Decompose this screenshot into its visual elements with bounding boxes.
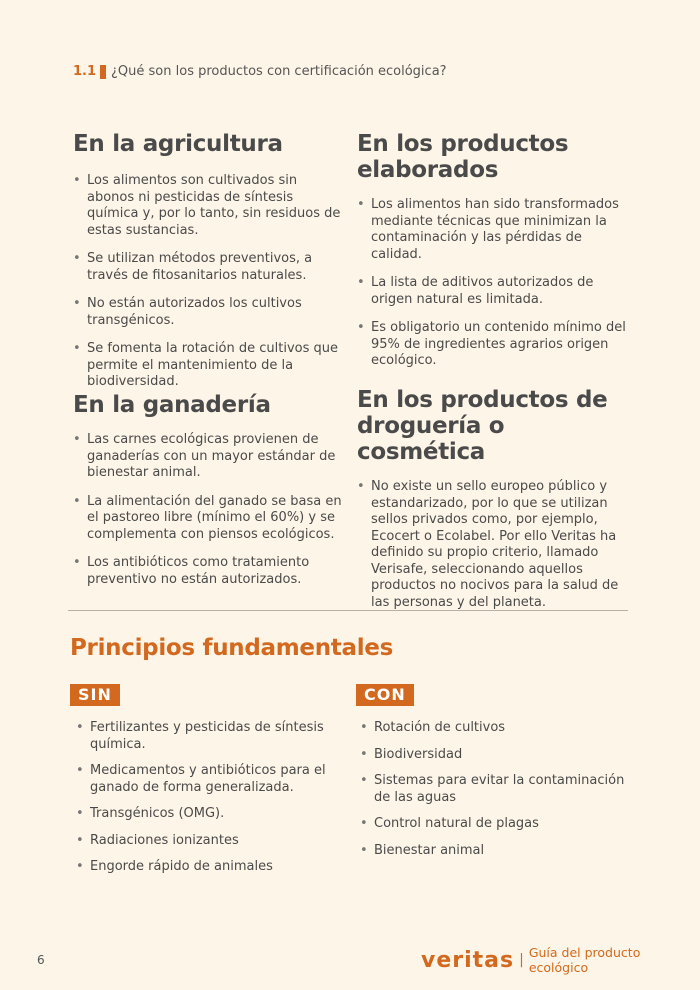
list-item: • Transgénicos (OMG).: [76, 806, 346, 823]
elaborados-heading: [357, 131, 627, 183]
ganaderia-heading: En la ganadería: [73, 392, 271, 418]
section-header: [73, 64, 447, 79]
list-item: • Se fomenta la rotación de cultivos que permite el mantenimiento de la biodiversidad.: [73, 341, 343, 391]
list-item: • La alimentación del ganado se basa en el pastoreo libre (mínimo el 60%) y se complementa con piensos ecológicos.: [73, 494, 343, 544]
list-item: • Los alimentos son cultivados sin abonos ni pesticidas de síntesis química y, por lo tanto, sin residuos de estas sustancias.: [73, 173, 343, 239]
list-item: • Es obligatorio un contenido mínimo del 95% de ingredientes agrarios origen ecológico.: [357, 320, 627, 370]
list-item: • Sistemas para evitar la contaminación de las aguas: [360, 773, 630, 806]
section-title: ¿Qué son los productos con certificación ecológica?: [111, 64, 447, 79]
list-item: • Biodiversidad: [360, 747, 630, 764]
list-item: • Los antibióticos como tratamiento preventivo no están autorizados.: [73, 555, 343, 588]
elaborados-list: [357, 197, 627, 370]
footer-brand: [421, 945, 700, 975]
list-item: • Se utilizan métodos preventivos, a través de fitosanitarios naturales.: [73, 251, 343, 284]
section-number: 1.1: [73, 64, 97, 79]
drogueria-heading-line1: En los productos de: [357, 387, 608, 413]
agricultura-heading: En la agricultura: [73, 131, 283, 157]
drogueria-section: [357, 387, 627, 623]
page-number: 6: [37, 953, 45, 967]
sin-tag: SIN: [70, 684, 120, 706]
elaborados-section: [357, 131, 627, 382]
drogueria-heading: [357, 387, 627, 465]
list-item: • La lista de aditivos autorizados de origen natural es limitada.: [357, 275, 627, 308]
list-item: • Bienestar animal: [360, 843, 630, 860]
list-item: • No están autorizados los cultivos transgénicos.: [73, 296, 343, 329]
drogueria-list: [357, 479, 627, 611]
principios-heading: Principios fundamentales: [70, 635, 393, 661]
list-item: • Los alimentos han sido transformados mediante técnicas que minimizan la contaminación y las pérdidas de calidad.: [357, 197, 627, 263]
ganaderia-list: [73, 432, 343, 588]
list-item: • Control natural de plagas: [360, 816, 630, 833]
con-list: [360, 720, 630, 869]
list-item: • Rotación de cultivos: [360, 720, 630, 737]
section-marker: [100, 65, 106, 79]
list-item: • Engorde rápido de animales: [76, 859, 346, 876]
agricultura-section: [73, 131, 343, 403]
elaborados-heading-line1: En los productos: [357, 131, 569, 157]
list-item: • Fertilizantes y pesticidas de síntesis química.: [76, 720, 346, 753]
drogueria-heading-line2: droguería o cosmética: [357, 413, 505, 465]
section-divider: [68, 610, 628, 611]
footer-separator: |: [519, 952, 524, 968]
sin-list: [76, 720, 346, 886]
elaborados-heading-line2: elaborados: [357, 157, 499, 183]
agricultura-list: [73, 173, 343, 391]
veritas-logo: veritas: [421, 947, 515, 973]
guide-title: Guía del producto ecológico: [528, 945, 641, 975]
list-item: • Medicamentos y antibióticos para el ganado de forma generalizada.: [76, 763, 346, 796]
con-tag: CON: [356, 684, 414, 706]
list-item: • No existe un sello europeo público y estandarizado, por lo que se utilizan sellos privados como, por ejemplo, Ecocert o Ecolabel. Por ello Veritas ha definido su propio criterio, llamado Verisafe, seleccionando aquellos productos no nocivos para la salud de las personas y del planeta.: [357, 479, 627, 611]
ganaderia-section: [73, 392, 343, 600]
list-item: • Radiaciones ionizantes: [76, 833, 346, 850]
list-item: • Las carnes ecológicas provienen de ganaderías con un mayor estándar de bienestar animal.: [73, 432, 343, 482]
